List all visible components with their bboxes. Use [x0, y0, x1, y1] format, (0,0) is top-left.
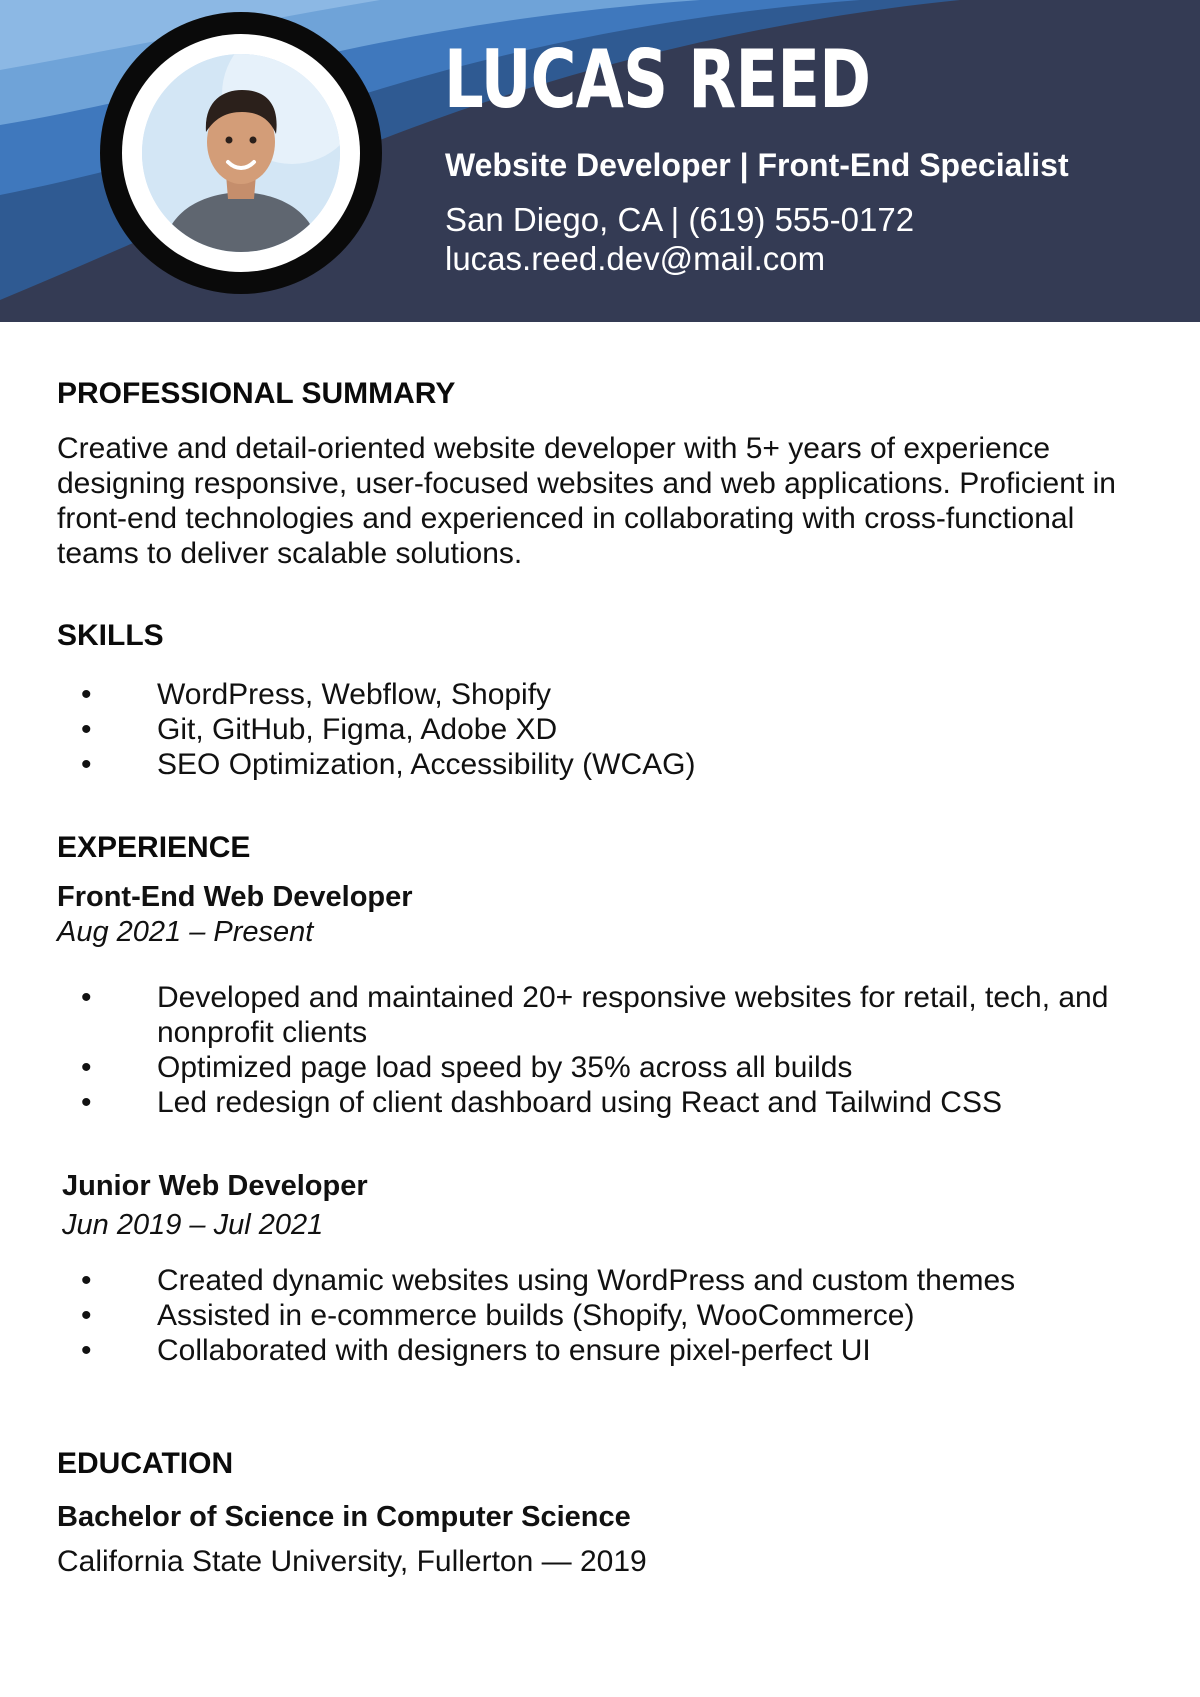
job-bullets	[57, 980, 1117, 1120]
education-school: California State University, Fullerton — 2019	[57, 1545, 647, 1578]
list-item: • Git, GitHub, Figma, Adobe XD	[81, 713, 558, 746]
list-item: • WordPress, Webflow, Shopify	[81, 678, 552, 711]
skills-heading: SKILLS	[57, 619, 164, 652]
candidate-role: Website Developer | Front-End Specialist	[445, 147, 1069, 183]
list-item: • Collaborated with designers to ensure pixel-perfect UI	[81, 1334, 871, 1367]
job-dates: Aug 2021 – Present	[57, 916, 314, 948]
bullet-icon: •	[81, 1051, 92, 1084]
bullet-icon: •	[81, 748, 92, 781]
list-item: • SEO Optimization, Accessibility (WCAG)	[81, 748, 696, 781]
bullet-icon: •	[81, 1334, 92, 1367]
list-item: • Developed and maintained 20+ responsive websites for retail, tech, and nonprofit clients	[81, 981, 1109, 1049]
job-title: Front-End Web Developer	[57, 881, 413, 913]
avatar-frame	[100, 12, 382, 294]
education-degree: Bachelor of Science in Computer Science	[57, 1501, 631, 1533]
bullet-icon: •	[81, 1299, 92, 1332]
summary-text: Creative and detail-oriented website developer with 5+ years of experience designing responsive, user-focused websites and web applications. Proficient in front-end technologies and experienced in collaborating with cross-functional teams to deliver scalable solutions.	[57, 432, 1116, 570]
skills-list	[57, 677, 1117, 782]
bullet-icon: •	[81, 1264, 92, 1297]
job-bullets	[57, 1263, 1117, 1368]
list-item: • Created dynamic websites using WordPress and custom themes	[81, 1264, 1016, 1297]
bullet-icon: •	[81, 1086, 92, 1119]
email-address: lucas.reed.dev@mail.com	[445, 240, 826, 277]
header-banner	[0, 0, 1200, 322]
avatar	[142, 54, 340, 252]
education-heading: EDUCATION	[57, 1447, 234, 1480]
location-phone: San Diego, CA | (619) 555-0172	[445, 201, 915, 238]
avatar-border	[122, 34, 360, 272]
list-item: • Assisted in e-commerce builds (Shopify, WooCommerce)	[81, 1299, 915, 1332]
bullet-icon: •	[81, 678, 92, 711]
job-dates: Jun 2019 – Jul 2021	[62, 1209, 324, 1241]
list-item: • Led redesign of client dashboard using React and Tailwind CSS	[81, 1086, 1002, 1119]
job-title: Junior Web Developer	[62, 1170, 368, 1202]
candidate-name: LUCAS REED	[444, 33, 871, 126]
experience-heading: EXPERIENCE	[57, 831, 251, 864]
bullet-icon: •	[81, 713, 92, 746]
list-item: • Optimized page load speed by 35% across all builds	[81, 1051, 853, 1084]
bullet-icon: •	[81, 981, 92, 1014]
person-photo-icon	[142, 54, 340, 252]
summary-heading: PROFESSIONAL SUMMARY	[57, 377, 456, 410]
